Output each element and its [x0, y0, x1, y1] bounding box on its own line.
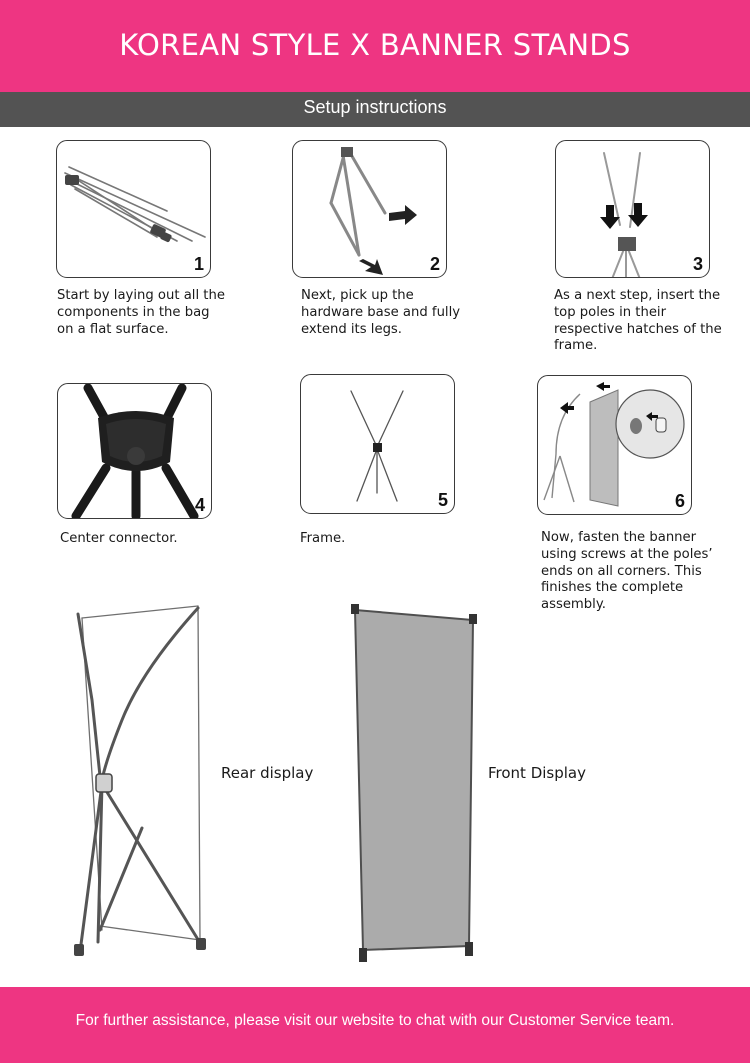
arrow-right-icon: [389, 205, 417, 225]
rear-display-illustration: [70, 600, 220, 960]
step-5-panel: [300, 374, 455, 514]
arrow-icon: [596, 382, 610, 391]
front-display-label: Front Display: [488, 764, 586, 782]
step-2-number: 2: [429, 254, 440, 274]
step-4-caption: Center connector.: [60, 531, 178, 546]
step-6-caption: Now, fasten the banner using screws at the poles’ ends on all corners. This finishes the complete assembly.: [541, 530, 713, 613]
step-6-panel: [537, 375, 692, 515]
step-5-caption: Frame.: [300, 531, 346, 546]
footer-text: For further assistance, please visit our website to chat with our Customer Service team.: [75, 1012, 675, 1029]
step-1-panel: [56, 140, 211, 278]
step-4-number: 4: [194, 495, 205, 515]
step-5-illustration: [301, 375, 455, 514]
page-title: KOREAN STYLE X BANNER STANDS: [119, 28, 631, 62]
step-4-illustration: [58, 384, 212, 519]
step-1-caption: Start by laying out all the components in the bag on a flat surface.: [57, 288, 225, 337]
step-6-illustration: [538, 376, 692, 515]
front-display-illustration: [345, 598, 485, 968]
step-1-illustration: [57, 141, 211, 278]
detail-zoom-circle: [616, 390, 684, 458]
step-1-number: 1: [193, 254, 204, 274]
step-2-panel: [292, 140, 447, 278]
section-subtitle: Setup instructions: [303, 97, 447, 117]
step-3-panel: [555, 140, 710, 278]
step-5-number: 5: [437, 490, 448, 510]
step-2-caption: Next, pick up the hardware base and fully extend its legs.: [301, 288, 461, 337]
step-6-number: 6: [674, 491, 685, 511]
step-4-panel: [57, 383, 212, 519]
step-3-illustration: [556, 141, 710, 278]
step-3-number: 3: [692, 254, 703, 274]
arrow-down-right-icon: [359, 259, 383, 275]
step-2-illustration: [293, 141, 447, 278]
step-3-caption: As a next step, insert the top poles in their respective hatches of the frame.: [554, 288, 722, 354]
rear-display-label: Rear display: [221, 764, 314, 782]
